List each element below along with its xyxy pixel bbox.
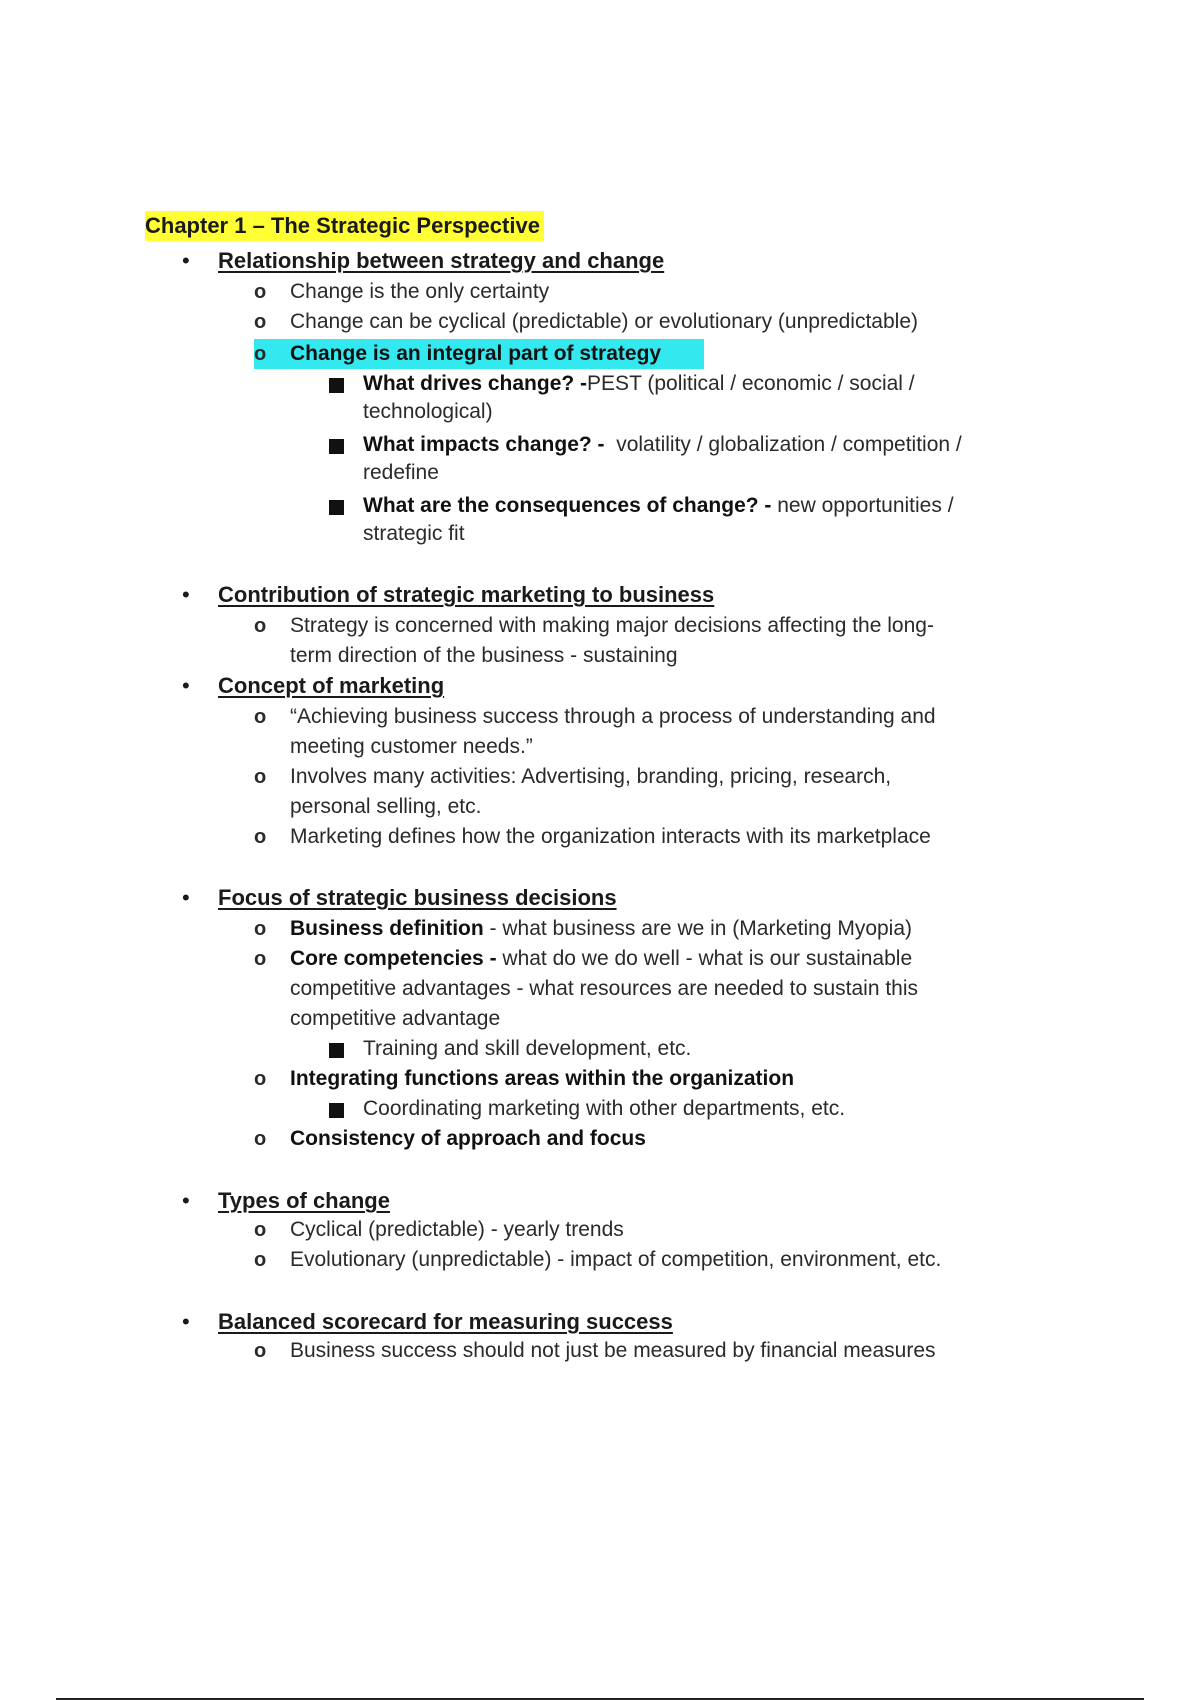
bullet-icon: • — [182, 248, 190, 273]
bullet-icon: • — [182, 885, 190, 910]
bullet-icon: • — [182, 1188, 190, 1213]
square-bullet-icon — [329, 439, 344, 454]
chapter-title: Chapter 1 – The Strategic Perspective — [145, 211, 544, 241]
square-bullet-icon — [329, 378, 344, 393]
bullet-icon: • — [182, 673, 190, 698]
bullet-icon: • — [182, 582, 190, 607]
document-page: Chapter 1 – The Strategic Perspective • Relationship between strategy and change o Change is the only certainty o Change can be cyclical (predictable) or evolutionary (unpredictable) o Change is an integral part of strategy What drives change? -PEST (political / economic / social / technological) What impacts change? - volatility / globalization / competition / redefine What are the consequences of change? - new opportunities / strategic fit • Contribution of strategic marketing to business o Strategy is concerned with making major decisions affecting the long- term direction of the business - sustaining • Concept of marketing o “Achieving business success through a process of understanding and meeting customer needs.” o Involves many activities: Advertising, branding, pricing, research, personal selling, etc. o Marketing defines how the organization interacts with its marketplace • Focus of strategic business decisions o Business definition - what business are we in (Marketing Myopia) o Core competencies - what do we do well - what is our sustainable competitive advantages - what resources are needed to sustain this competitive advantage Training and skill development, etc. o Integrating functions areas within the organization Coordinating marketing with other departments, etc. o Consistency of approach and focus • Types of change o Cyclical (predictable) - yearly trends o Evolutionary (unpredictable) - impact of competition, environment, etc. • Balanced scorecard for measuring success o Business success should not just be measured by financial measures — [0, 0, 1200, 1700]
square-bullet-icon — [329, 500, 344, 515]
square-bullet-icon — [329, 1043, 344, 1058]
square-bullet-icon — [329, 1103, 344, 1118]
bullet-icon: • — [182, 1309, 190, 1334]
